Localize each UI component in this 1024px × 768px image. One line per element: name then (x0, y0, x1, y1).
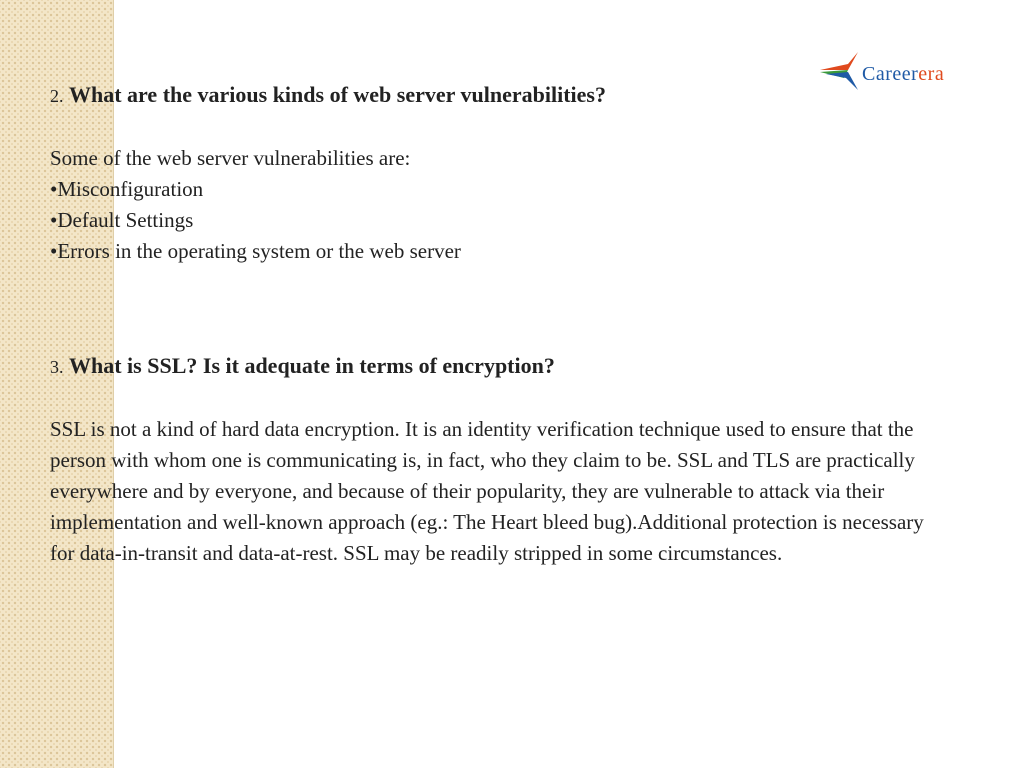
logo-wordmark-career: Career (862, 63, 919, 85)
question-2-heading (50, 78, 950, 113)
logo-wordmark-era: era (918, 63, 945, 85)
slide-content (50, 78, 950, 569)
list-item: •Errors in the operating system or the web server (50, 239, 461, 263)
question-3-title: What is SSL? Is it adequate in terms of encryption? (69, 353, 555, 378)
ssl-answer-paragraph: SSL is not a kind of hard data encryption. It is an identity verification technique used to ensure that the person with whom one is communicating is, in fact, who they claim to be. SSL and TLS are practically everywhere and by everyone, and because of their popularity, they are vulnerable to attack via their implementation and well-known approach (eg.: The Heart bleed bug).Additional protection is necessary for data-in-transit and data-at-rest. SSL may be readily stripped in some circumstances. (50, 417, 924, 565)
vulnerabilities-list (50, 174, 950, 267)
list-item: •Default Settings (50, 208, 194, 232)
question-2-number: 2. (50, 86, 64, 106)
list-item: •Misconfiguration (50, 177, 204, 201)
question-2-title: What are the various kinds of web server vulnerabilities? (69, 82, 606, 107)
vulnerabilities-intro: Some of the web server vulnerabilities are: (50, 146, 411, 170)
question-3-number: 3. (50, 357, 64, 377)
question-3-heading (50, 349, 950, 384)
